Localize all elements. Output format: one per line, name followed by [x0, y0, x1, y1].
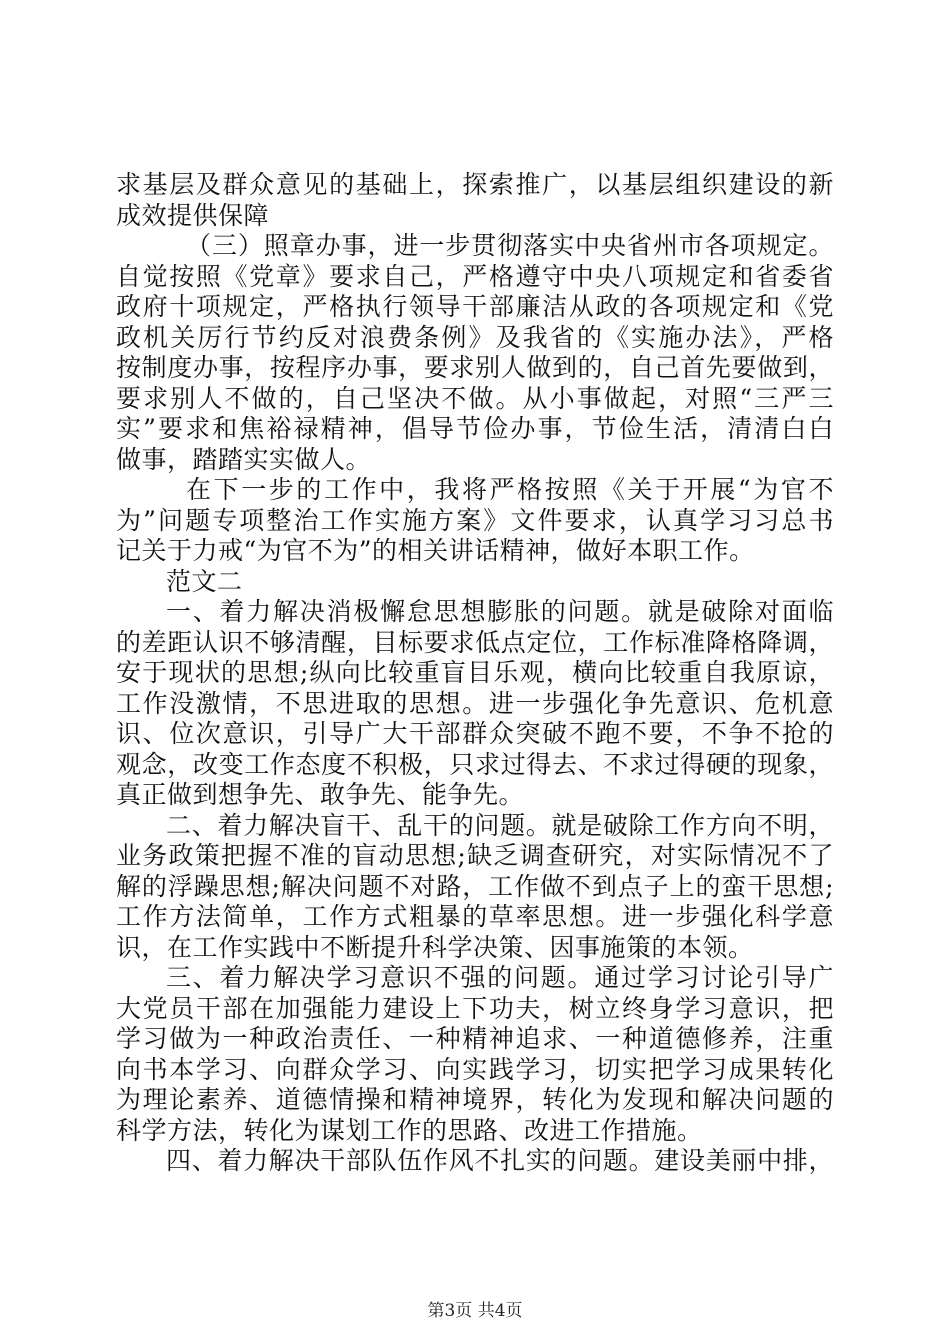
text-line: 安于现状的思想;纵向比较重盲目乐观，横向比较重自我原谅， — [116, 658, 834, 687]
text-line: 观念，改变工作态度不积极，只求过得去、不求过得硬的现象， — [116, 749, 834, 779]
text-line: 做事，踏踏实实做人。 — [116, 444, 372, 474]
text-line: 在下一步的工作中，我将严格按照《关于开展“为官不 — [186, 475, 834, 504]
text-line: 学习做为一种政治责任、一种精神追求、一种道德修养，注重 — [116, 1024, 834, 1053]
text-line: 政府十项规定，严格执行领导干部廉洁从政的各项规定和《党 — [116, 292, 834, 321]
text-line: 成效提供保障 — [116, 200, 270, 230]
text-line: 求基层及群众意见的基础上，探索推广，以基层组织建设的新 — [116, 170, 834, 199]
text-line: 的差距认识不够清醒，目标要求低点定位，工作标准降格降调， — [116, 627, 834, 657]
text-line: 工作没激情，不思进取的思想。进一步强化争先意识、危机意 — [116, 688, 834, 718]
page-footer: 第3页 共4页 — [427, 1301, 523, 1321]
text-line: 政机关厉行节约反对浪费条例》及我省的《实施办法》，严格 — [116, 322, 834, 352]
text-line: 大党员干部在加强能力建设上下功夫，树立终身学习意识，把 — [116, 993, 834, 1023]
text-line: 识、位次意识，引导广大干部群众突破不跑不要，不争不抢的 — [116, 719, 834, 748]
text-line: 解的浮躁思想;解决问题不对路，工作做不到点子上的蛮干思想; — [116, 871, 834, 901]
text-line: 工作方法简单，工作方式粗暴的草率思想。进一步强化科学意 — [116, 902, 834, 931]
text-line: 实”要求和焦裕禄精神，倡导节俭办事，节俭生活，清清白白 — [116, 414, 834, 443]
text-line: 范文二 — [166, 566, 243, 596]
text-line: 识，在工作实践中不断提升科学决策、因事施策的本领。 — [116, 932, 754, 962]
text-line: 科学方法，转化为谋划工作的思路、改进工作措施。 — [116, 1115, 703, 1145]
text-line: 记关于力戒“为官不为”的相关讲话精神，做好本职工作。 — [116, 536, 755, 565]
text-line: 业务政策把握不准的盲动思想;缺乏调查研究，对实际情况不了 — [116, 841, 834, 870]
text-line: 按制度办事，按程序办事，要求别人做到的，自己首先要做到， — [116, 353, 834, 382]
text-line: 二、着力解决盲干、乱干的问题。就是破除工作方向不明， — [166, 810, 834, 840]
text-line: 一、着力解决消极懈怠思想膨胀的问题。就是破除对面临 — [166, 597, 834, 626]
text-line: 自觉按照《党章》要求自己，严格遵守中央八项规定和省委省 — [116, 261, 834, 291]
text-line: 要求别人不做的，自己坚决不做。从小事做起，对照“三严三 — [116, 383, 834, 413]
text-line: 为理论素养、道德情操和精神境界，转化为发现和解决问题的 — [116, 1085, 834, 1114]
text-line: 为”问题专项整治工作实施方案》文件要求，认真学习习总书 — [116, 505, 834, 535]
text-line: 真正做到想争先、敢争先、能争先。 — [116, 780, 525, 809]
text-line: 向书本学习、向群众学习、向实践学习，切实把学习成果转化 — [116, 1054, 834, 1084]
document-body — [116, 170, 834, 1177]
text-line: 三、着力解决学习意识不强的问题。通过学习讨论引导广 — [166, 963, 834, 992]
text-line: （三）照章办事，进一步贯彻落实中央省州市各项规定。 — [186, 231, 834, 260]
text-line: 四、着力解决干部队伍作风不扎实的问题。建设美丽中排， — [166, 1146, 834, 1175]
